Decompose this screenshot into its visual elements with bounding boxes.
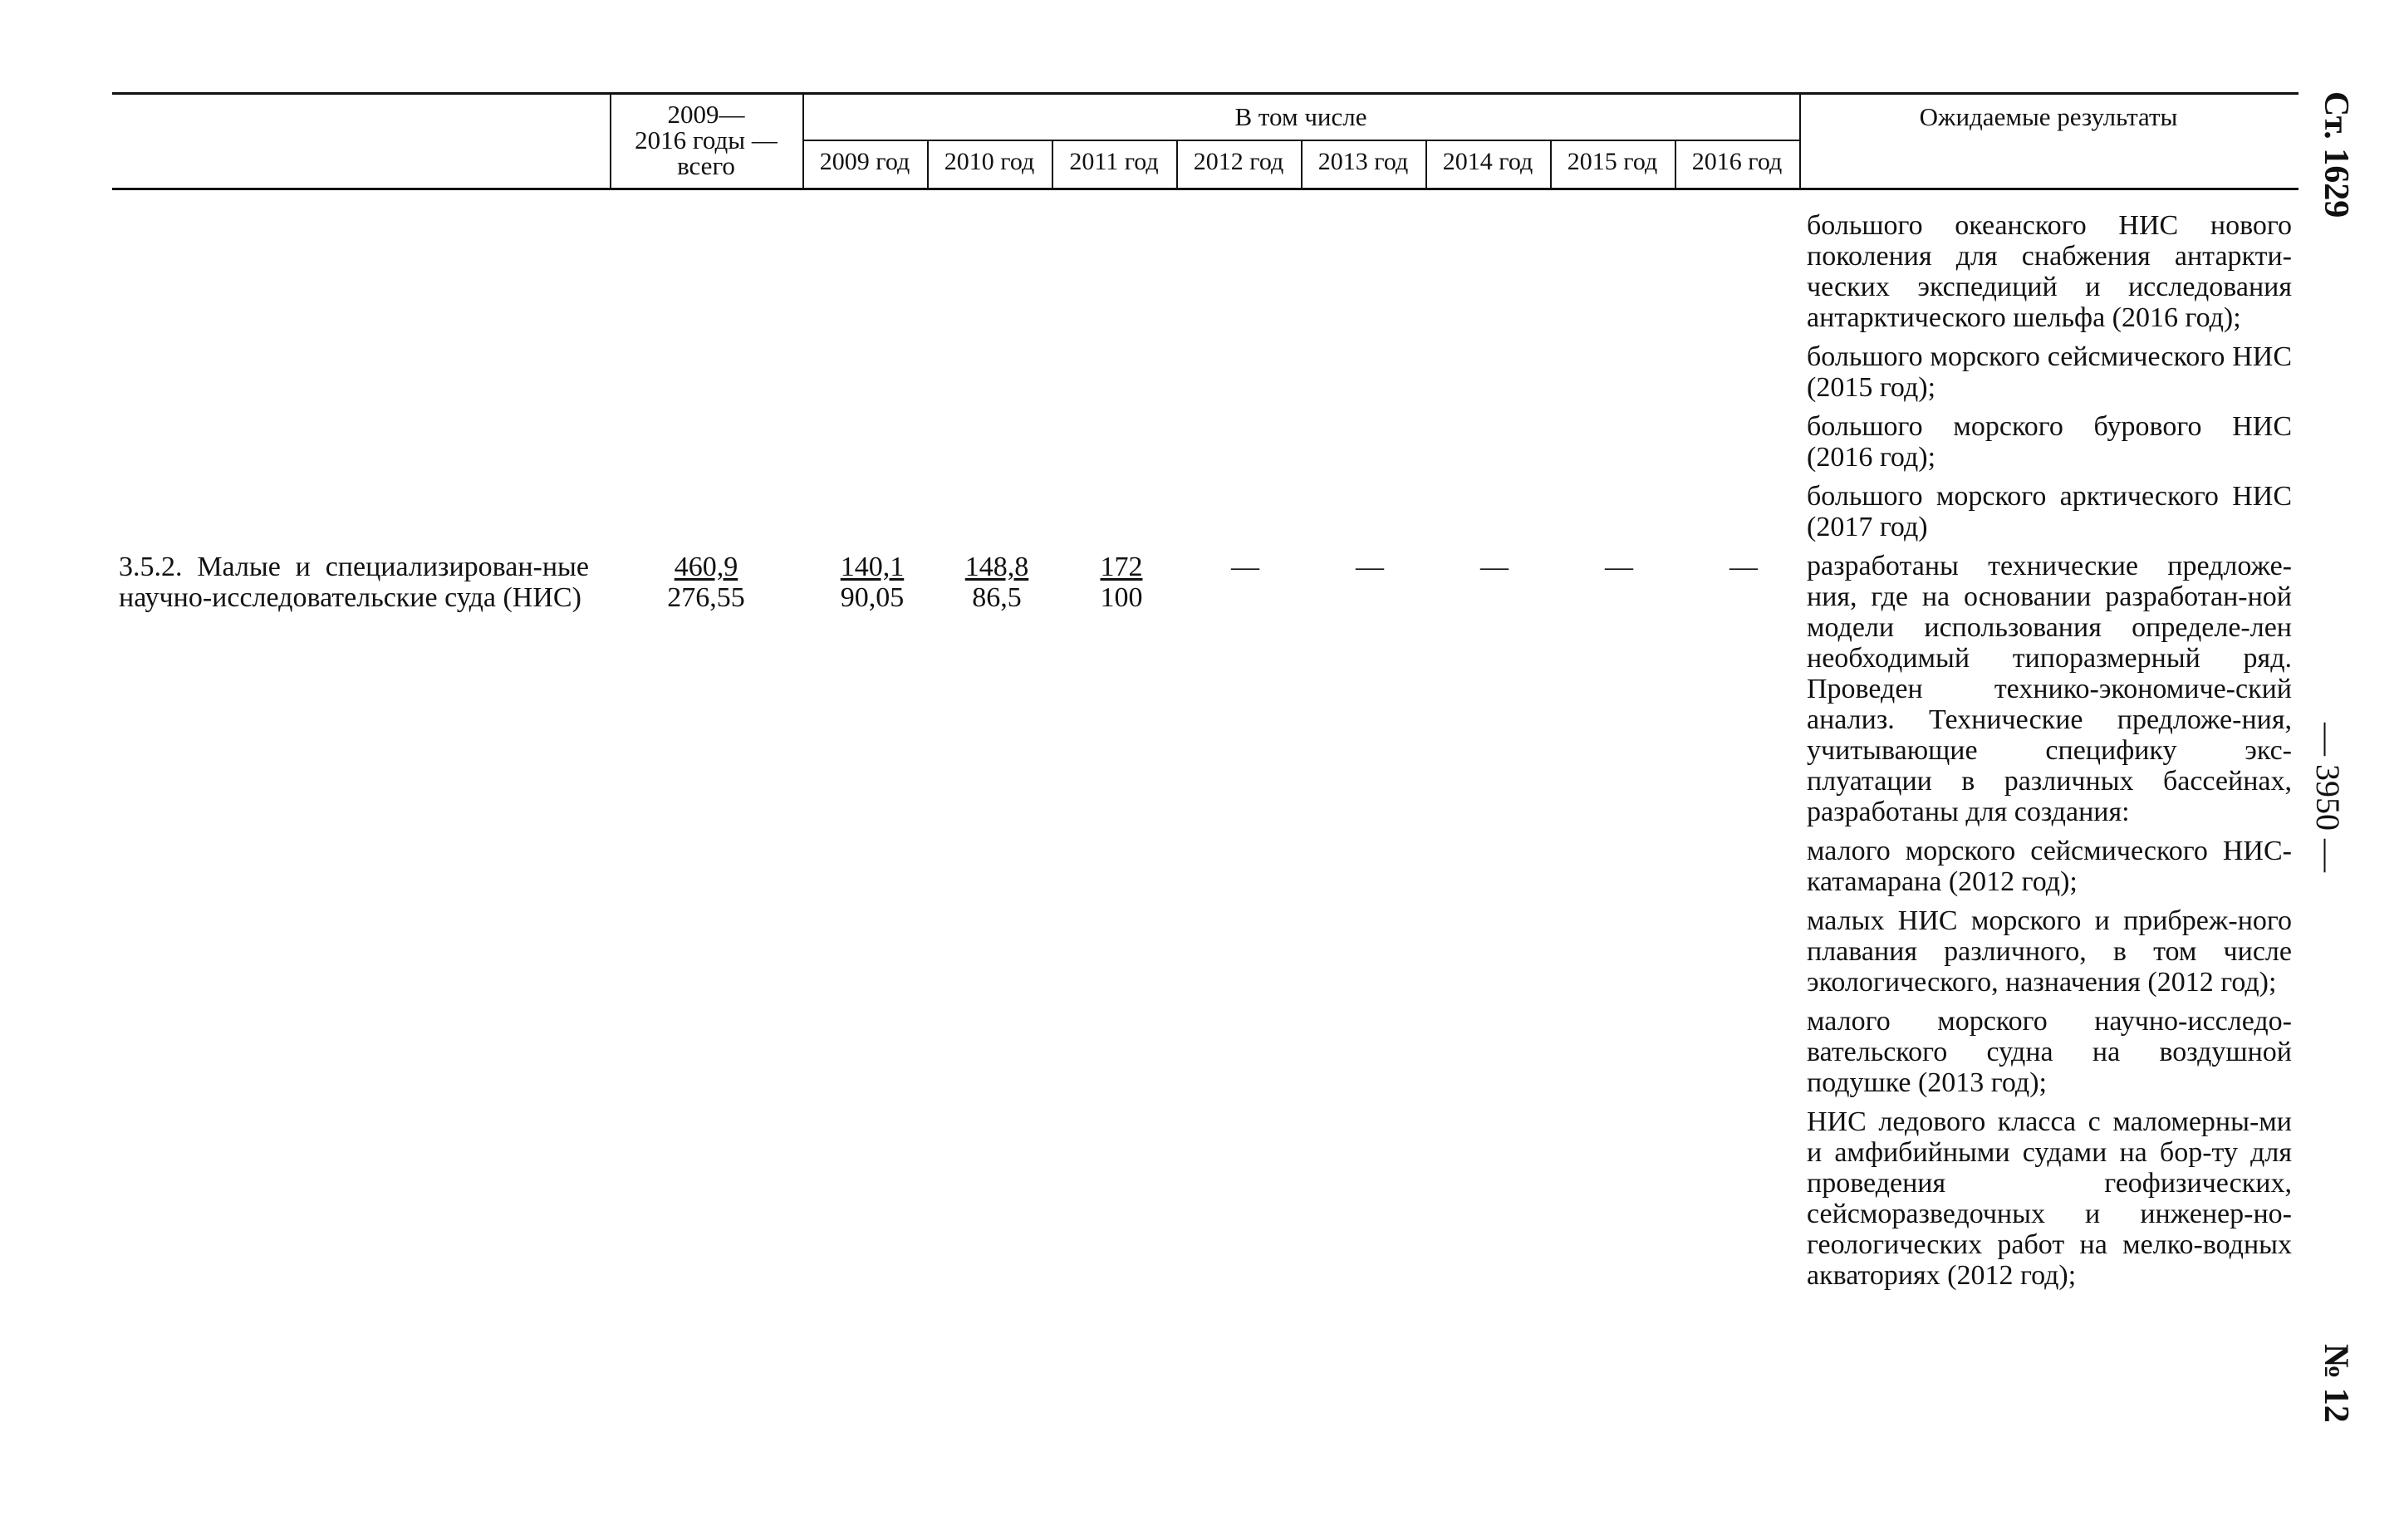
value-2016-dash: —: [1729, 552, 1758, 582]
header-year: 2014 год: [1442, 148, 1533, 175]
value-2010-bottom: 86,5: [972, 582, 1022, 613]
header-including: В том числе: [1234, 102, 1367, 131]
value-2009-bottom: 90,05: [840, 582, 905, 613]
expected-results-column: [1807, 210, 2292, 1299]
article-number: Ст. 1629: [2317, 91, 2355, 218]
total-value-top: 460,9: [674, 552, 738, 582]
header-year: 2016 год: [1691, 148, 1783, 175]
total-value: [644, 552, 768, 613]
result-paragraph: большого морского сейсмического НИС (2015 год);: [1807, 341, 2292, 403]
header-bottom-rule: [112, 188, 2299, 190]
result-paragraph: малого морского сейсмического НИС-катамарана (2012 год);: [1807, 836, 2292, 897]
value-2010-top: 148,8: [964, 552, 1029, 582]
value-2011-top: 172: [1100, 552, 1143, 582]
header-year: 2011 год: [1069, 148, 1159, 175]
header-total-line: 2009—: [667, 100, 745, 129]
header-year: 2009 год: [819, 148, 910, 175]
table-top-rule: [112, 92, 2299, 95]
value-2011: [1059, 552, 1184, 613]
value-2009: [810, 552, 935, 613]
value-2015-dash: —: [1605, 552, 1633, 582]
value-2009-top: 140,1: [840, 552, 905, 582]
result-paragraph: малых НИС морского и прибреж-ного плавания различного, в том числе экологического, назначения (2012 год);: [1807, 905, 2292, 998]
row-title: 3.5.2. Малые и специализирован-ные научно-исследовательские суда (НИС): [119, 552, 589, 613]
header-total-line: 2016 годы —: [635, 125, 778, 154]
total-value-bottom: 276,55: [667, 582, 745, 613]
result-paragraph: НИС ледового класса с маломерны-ми и амфибийными судами на бор-ту для проведения геофизических, сейсморазведочных и инженер-но-геологических работ на мелко-водных акваториях (2012 год);: [1807, 1106, 2292, 1291]
issue-number: № 12: [2317, 1344, 2355, 1423]
page-number: — 3950 —: [2309, 723, 2347, 872]
header-year: 2012 год: [1193, 148, 1284, 175]
header-total-column: [610, 101, 802, 179]
value-2012-dash: —: [1231, 552, 1259, 582]
result-paragraph: малого морского научно-исследо-вательского судна на воздушной подушке (2013 год);: [1807, 1006, 2292, 1098]
header-expected-results: Ожидаемые результаты: [1919, 102, 2178, 131]
result-paragraph: большого морского арктического НИС (2017 год): [1807, 481, 2292, 542]
header-year: 2010 год: [944, 148, 1035, 175]
header-year: 2013 год: [1317, 148, 1409, 175]
header-total-line: всего: [677, 151, 735, 180]
result-paragraph: большого морского бурового НИС (2016 год);: [1807, 411, 2292, 473]
value-2014-dash: —: [1480, 552, 1509, 582]
value-2010: [935, 552, 1059, 613]
result-paragraph: большого океанского НИС нового поколения для снабжения антаркти-ческих экспедиций и исследования антарктического шельфа (2016 год);: [1807, 210, 2292, 333]
result-paragraph: разработаны технические предложе-ния, где на основании разработан-ной модели использования определе-лен необходимый типоразмерный ряд. Проведен технико-экономиче-ский анализ. Технические предложе-ния, учитывающие специфику экс-плуатации в различных бассейнах, разработаны для создания:: [1807, 551, 2292, 827]
header-year: 2015 год: [1567, 148, 1658, 175]
value-2011-bottom: 100: [1100, 582, 1143, 613]
value-2013-dash: —: [1356, 552, 1384, 582]
